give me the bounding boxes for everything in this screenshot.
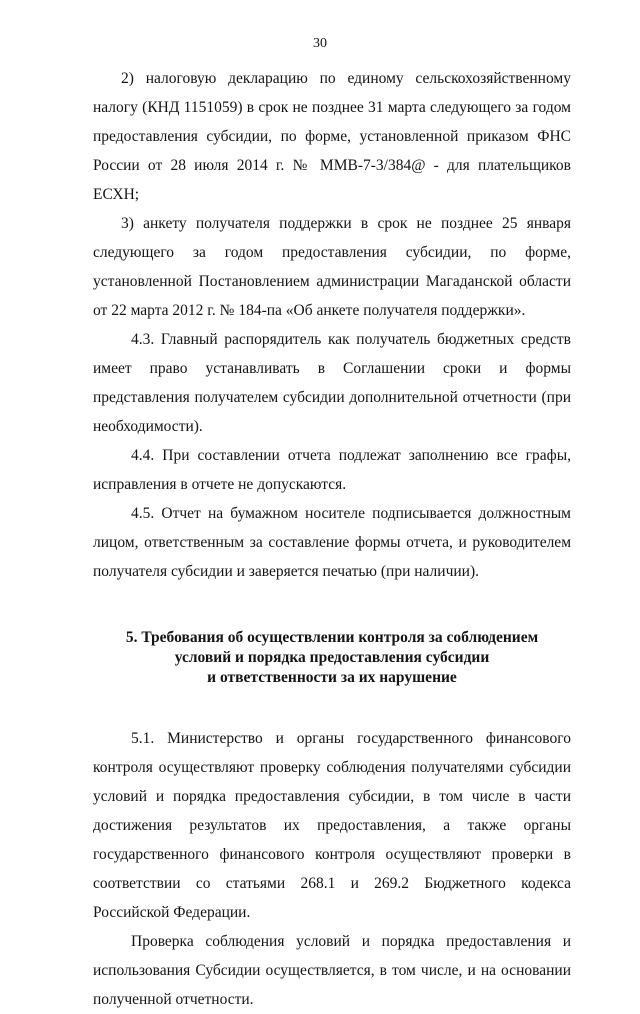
paragraph-verification: Проверка соблюдения условий и порядка предоставления и использования Субсидии осуществляется, в том числе, и на основании полученной отчетности. xyxy=(93,933,571,1008)
section-heading xyxy=(93,628,571,688)
paragraph-4-3: 4.3. Главный распорядитель как получатель бюджетных средств имеет право устанавливать в Соглашении сроки и формы представления получателем субсидии дополнительной отчетности (при необходимости). xyxy=(93,331,571,435)
section-heading-line-1: 5. Требования об осуществлении контроля за соблюдением xyxy=(125,629,539,646)
section-heading-line-3: и ответственности за их нарушение xyxy=(207,669,457,686)
document-body xyxy=(93,64,571,1014)
page-number: 30 xyxy=(313,36,327,51)
paragraph-5-1: 5.1. Министерство и органы государственного финансового контроля осуществляют проверку соблюдения получателями субсидии условий и порядка предоставления субсидии, в том числе в части достижения результатов их предоставления, а также органы государственного финансового контроля осуществляют проверки в соответствии со статьями 268.1 и 269.2 Бюджетного кодекса Российской Федерации. xyxy=(93,730,571,921)
paragraph-4-4: 4.4. При составлении отчета подлежат заполнению все графы, исправления в отчете не допускаются. xyxy=(93,447,571,493)
paragraph-4-5: 4.5. Отчет на бумажном носителе подписывается должностным лицом, ответственным за составление формы отчета, и руководителем получателя субсидии и заверяется печатью (при наличии). xyxy=(93,505,571,580)
paragraph-tax-declaration: 2) налоговую декларацию по единому сельскохозяйственному налогу (КНД 1151059) в срок не позднее 31 марта следующего за годом предоставления субсидии, по форме, установленной приказом ФНС России от 28 июля 2014 г. № ММВ-7-3/384@ - для плательщиков ЕСХН; xyxy=(93,70,571,203)
section-heading-line-2: условий и порядка предоставления субсидии xyxy=(174,649,490,666)
paragraph-support-questionnaire: 3) анкету получателя поддержки в срок не позднее 25 января следующего за годом предоставления субсидии, по форме, установленной Постановлением администрации Магаданской области от 22 марта 2012 г. № 184-па «Об анкете получателя поддержки». xyxy=(93,215,571,319)
